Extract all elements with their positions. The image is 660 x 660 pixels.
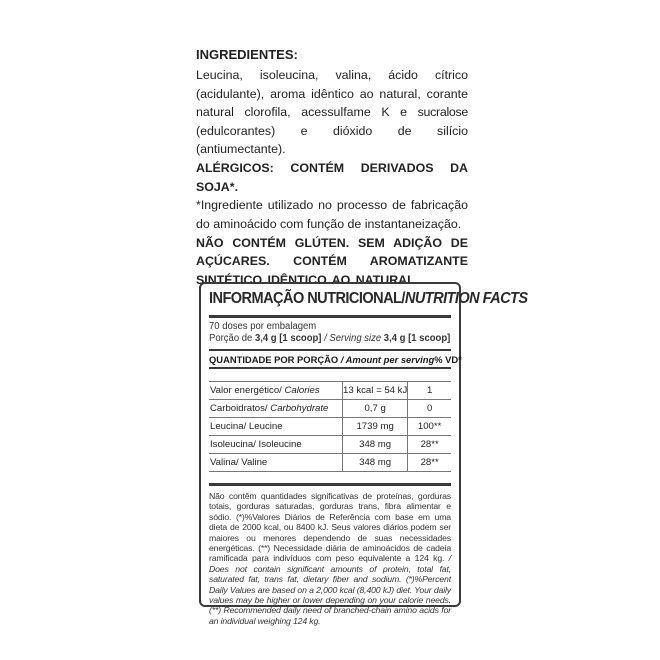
- nutrient-name: Carboidratos/ Carbohydrate: [209, 400, 343, 418]
- nutrient-amount: 348 mg: [343, 436, 408, 454]
- ingredients-block: [196, 46, 468, 289]
- header-daily-value: % VD*: [434, 353, 462, 365]
- table-header: [209, 351, 462, 369]
- table-row: [209, 436, 451, 454]
- nutrient-daily-value: 28**: [408, 454, 451, 472]
- header-spacer: [209, 369, 451, 382]
- nutrient-daily-value: 0: [408, 400, 451, 418]
- table-row: [209, 382, 451, 400]
- allergen-warning: ALÉRGICOS: CONTÉM DERIVADOS DA SOJA*.: [196, 161, 468, 194]
- nutrient-name: Valor energético/ Calories: [209, 382, 343, 400]
- table-row: [209, 400, 451, 418]
- serving-size: Porção de 3,4 g [1 scoop] / Serving size 3,4 g [1 scoop]: [209, 333, 451, 344]
- servings-per-container: 70 doses por embalagem: [209, 321, 317, 332]
- nutrient-name: Valina/ Valine: [209, 454, 343, 472]
- nutrient-amount: 1739 mg: [343, 418, 408, 436]
- divider-thick: [209, 315, 451, 318]
- table-row: [209, 418, 451, 436]
- nutrient-amount: 0,7 g: [343, 400, 408, 418]
- divider-bottom: [209, 483, 451, 486]
- table-row: [209, 454, 451, 472]
- ingredient-note: *Ingrediente utilizado no processo de fabricação do aminoácido com função de instantaneização.: [196, 198, 468, 231]
- nutrition-title: INFORMAÇÃO NUTRICIONAL/NUTRITION FACTS: [209, 290, 528, 307]
- nutrition-facts-panel: [199, 282, 528, 626]
- nutrient-name: Leucina/ Leucine: [209, 418, 343, 436]
- nutrient-daily-value: 100**: [408, 418, 451, 436]
- gluten-sugar-statement: NÃO CONTÉM GLÚTEN. SEM ADIÇÃO DE AÇÚCARES. CONTÉM AROMATIZANTE SINTÉTICO IDÊNTICO AO NATURAL.: [196, 236, 468, 287]
- nutrient-amount: 348 mg: [343, 454, 408, 472]
- nutrient-daily-value: 28**: [408, 436, 451, 454]
- nutrition-table: [209, 382, 451, 472]
- nutrient-amount: 13 kcal = 54 kJ: [343, 382, 408, 400]
- nutrient-daily-value: 1: [408, 382, 451, 400]
- nutrition-footnote: Não contêm quantidades significativas de proteínas, gorduras totais, gorduras saturadas, gorduras trans, fibra alimentar e sódio. (*)%Valores Diários de Referência com base em uma dieta de 2000 kcal, ou 8400 kJ. Seus valores diários podem ser maiores ou menores dependendo de suas necessidades energéticas. (**) Necessidade diária de aminoácidos de cadeia ramificada para indivíduos com peso equivalente a 124 kg. / Does not contain significant amounts of protein, total fat, saturated fat, trans fat, dietary fiber and sodium. (*)%Percent Daily Values are based on a 2,000 kcal (8,400 kJ) diet. Your daily values may be higher or lower depending on your calorie needs. (**) Recommended daily need of branched-chain amino acids for an individual weighing 124 kg.: [209, 491, 451, 626]
- header-amount: QUANTIDADE POR PORÇÃO / Amount per serving: [209, 353, 435, 365]
- ingredients-text: Leucina, isoleucina, valina, ácido cítrico (acidulante), aroma idêntico ao natural, corante natural clorofila, acessulfame K e sucralose (edulcorantes) e dióxido de silício (antiumectante).: [196, 68, 468, 157]
- ingredients-title: INGREDIENTES:: [196, 47, 298, 62]
- nutrient-name: Isoleucina/ Isoleucine: [209, 436, 343, 454]
